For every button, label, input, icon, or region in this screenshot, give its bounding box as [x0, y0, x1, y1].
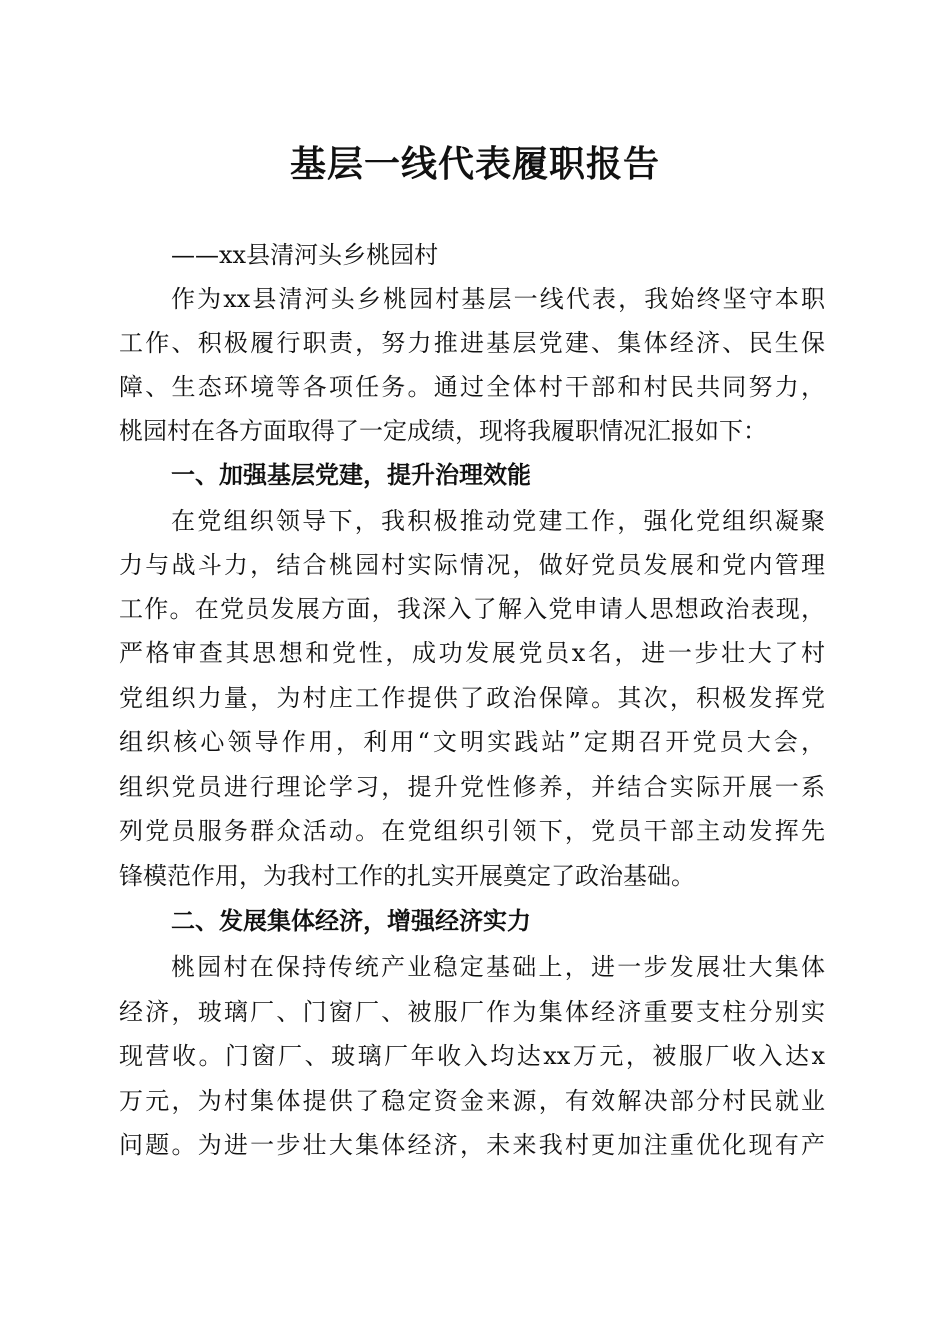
section1-line: 严格审查其思想和党性，成功发展党员x名，进一步壮大了村 [119, 639, 825, 667]
section1-line: 锋模范作用，为我村工作的扎实开展奠定了政治基础。 [119, 862, 695, 890]
section1-line: 力与战斗力，结合桃园村实际情况，做好党员发展和党内管理 [119, 551, 825, 579]
intro-line: 作为xx县清河头乡桃园村基层一线代表，我始终坚守本职 [171, 285, 825, 313]
section1-line: 组织核心领导作用，利用“文明实践站”定期召开党员大会， [119, 728, 825, 756]
section2-line: 经济，玻璃厂、门窗厂、被服厂作为集体经济重要支柱分别实 [119, 998, 825, 1026]
section1-line: 在党组织领导下，我积极推动党建工作，强化党组织凝聚 [171, 507, 825, 535]
section2-line: 万元，为村集体提供了稳定资金来源，有效解决部分村民就业 [119, 1087, 825, 1115]
section-heading-2: 二、发展集体经济，增强经济实力 [171, 907, 531, 935]
subtitle: ——xx县清河头乡桃园村 [171, 241, 439, 269]
section1-line: 工作。在党员发展方面，我深入了解入党申请人思想政治表现， [119, 595, 825, 623]
intro-line: 障、生态环境等各项任务。通过全体村干部和村民共同努力， [119, 373, 825, 401]
section1-line: 党组织力量，为村庄工作提供了政治保障。其次，积极发挥党 [119, 684, 825, 712]
intro-line: 工作、积极履行职责，努力推进基层党建、集体经济、民生保 [119, 329, 825, 357]
section1-line: 列党员服务群众活动。在党组织引领下，党员干部主动发挥先 [119, 817, 825, 845]
section2-line: 问题。为进一步壮大集体经济，未来我村更加注重优化现有产 [119, 1131, 825, 1159]
section1-line: 组织党员进行理论学习，提升党性修养，并结合实际开展一系 [119, 773, 825, 801]
section2-line: 桃园村在保持传统产业稳定基础上，进一步发展壮大集体 [171, 953, 825, 981]
section2-line: 现营收。门窗厂、玻璃厂年收入均达xx万元，被服厂收入达x [119, 1042, 825, 1070]
section-heading-1: 一、加强基层党建，提升治理效能 [171, 461, 531, 489]
intro-line: 桃园村在各方面取得了一定成绩，现将我履职情况汇报如下： [119, 417, 767, 445]
page-title: 基层一线代表履职报告 [289, 143, 660, 185]
